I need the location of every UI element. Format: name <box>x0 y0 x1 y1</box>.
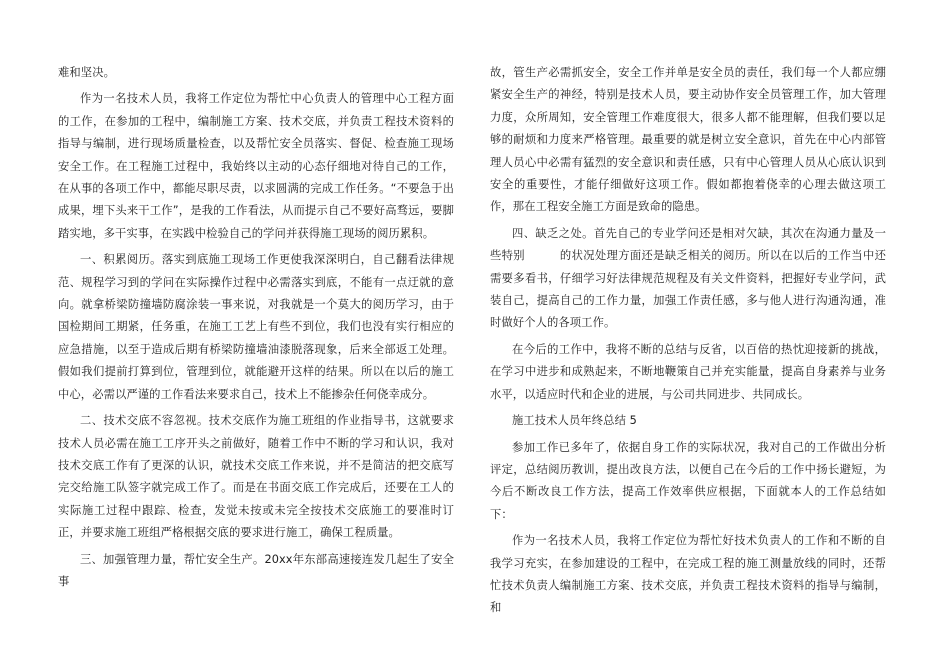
paragraph: 难和坚决。 <box>58 66 115 79</box>
right-text-column <box>490 62 886 624</box>
section-heading: 施工技术人员年终总结 5 <box>512 414 637 428</box>
paragraph: 四、缺乏之处。首先自己的专业学问还是相对欠缺，其次在沟通力量及一些特别 的状况处理方面还是缺乏相关的阅历。所以在以后的工作当中还需要多看书，仔细学习好法律规范规程及有关文件资料，把握好专业学问，武装自己，提高自己的工作力量，加强工作责任感，多与他人进行沟通沟通，准时做好个人的各项工作。 <box>490 226 886 330</box>
left-text-column <box>58 62 454 597</box>
paragraph: 作为一名技术人员，我将工作定位为帮忙中心负责人的管理中心工程方面的工作，在参加的工程中，编制施工方案、技术交底，并负责工程技术资料的指导与编制，进行现场质量检查，以及帮忙安全员落实、督促、检查施工现场安全工作。在工程施工过程中，我始终以主动的心态仔细地对待自己的工作，在从事的各项工作中，都能尽职尽责，以求圆满的完成工作任务。“不要急于出成果，埋下头来干工作”，是我的工作看法，从而提示自己不要好高骛远，要脚踏实地，多干实事，在实践中检验自己的学问并获得施工现场的阅历累积。 <box>58 92 454 240</box>
paragraph: 二、技术交底不容忽视。技术交底作为施工班组的作业指导书，这就要求技术人员必需在施工工序开头之前做好，随着工作中不断的学习和认识，我对技术交底工作有了更深的认识，就技术交底工作来说，并不是简洁的把交底写完交给施工队签字就完成工作了。而是在书面交底工作完成后，还要在工人的实际施工过程中跟踪、检查，发觉未按或未完全按技术交底施工的要准时订正，并要求施工班组严格根据交底的要求进行施工，确保工程质量。 <box>58 414 454 540</box>
paragraph: 参加工作已多年了，依据自身工作的实际状况，我对自己的工作做出分析评定，总结阅历教训，提出改良方法，以便自己在今后的工作中扬长避短，为今后不断改良工作方法，提高工作效率供应根据，下面就本人的工作总结如下： <box>490 440 886 521</box>
paragraph: 三、加强管理力量，帮忙安全生产。20xx年东部高速接连发几起生了安全事 <box>58 552 454 588</box>
paragraph: 故，管生产必需抓安全，安全工作并单是安全员的责任，我们每一个人都应绷紧安全生产的神经，特别是技术人员，要主动协作安全员管理工作，加大管理力度，众所周知，安全管理工作难度很大，很多人都不能理解，但我们要以足够的耐烦和力度来严格管理。最重要的就是树立安全意识，首先在中心内部管理人员心中必需有猛烈的安全意识和责任感，只有中心管理人员从心底认识到安全的重要性，才能仔细做好这项工作。假如都抱着侥幸的心理去做这项工作，那在工程安全施工方面是致命的隐患。 <box>490 66 886 214</box>
paragraph: 作为一名技术人员，我将工作定位为帮忙好技术负责人的工作和不断的自我学习充实，在参加建设的工程中，在完成工程的施工测量放线的同时，还帮忙技术负责人编制施工方案、技术交底，并负责工程技术资料的指导与编制，和 <box>490 534 886 615</box>
paragraph: 一、积累阅历。落实到底施工现场工作更使我深深明白，自己翻看法律规范、规程学习到的学问在实际操作过程中必需落实到底，不能有一点迂就的意向。就拿桥梁防撞墙防腐涂装一事来说，对我就是一个莫大的阅历学习，由于国检期间工期紧，任务重，在施工工艺上有些不到位，我们也没有实行相应的应急措施，以至于造成后期有桥梁防撞墙油漆脱落现象，后来全部返工处理。假如我们提前打算到位，管理到位，就能避开这样的结果。所以在以后的施工中心，必需以严谨的工作看法来要求自己，技术上不能掺杂任何侥幸成分。 <box>58 253 454 401</box>
paragraph: 在今后的工作中，我将不断的总结与反省，以百倍的热忱迎接新的挑战，在学习中进步和成熟起来，不断地鞭策自己并充实能量，提高自身素养与业务水平，以适应时代和企业的进展，与公司共同进步、共同成长。 <box>490 342 886 401</box>
